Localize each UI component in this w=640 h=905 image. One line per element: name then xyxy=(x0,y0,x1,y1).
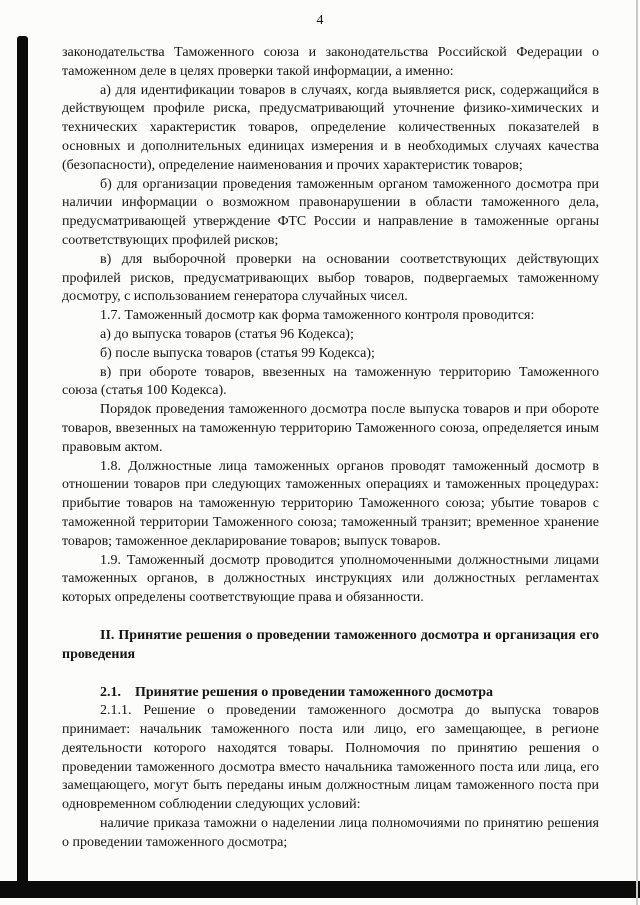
paragraph-1-7-v: в) при обороте товаров, ввезенных на таможенную территорию Таможенного союза (статья 100 Кодекса). xyxy=(62,364,599,399)
paragraph-1-9: 1.9. Таможенный досмотр проводится уполномоченными должностными лицами таможенных органов, в должностных инструкциях или должностных регламентах которых определены соответствующие права и обязанности. xyxy=(62,552,599,606)
paragraph-1-7: 1.7. Таможенный досмотр как форма таможенного контроля проводится: xyxy=(100,308,535,324)
paragraph-order: Порядок проведения таможенного досмотра после выпуска товаров и при обороте товаров, ввезенных на таможенную территорию Таможенного союза, определяется иным правовым актом. xyxy=(62,402,599,455)
paragraph-continuation: законодательства Таможенного союза и законодательства Российской Федерации о таможенном деле в целях проверки такой информации, а именно: xyxy=(62,45,599,79)
scan-artifact-right-edge xyxy=(636,0,638,905)
paragraph-1-7-b: б) после выпуска товаров (статья 99 Кодекса); xyxy=(100,345,375,361)
page-number: 4 xyxy=(316,13,324,28)
paragraph-list-item-a: а) для идентификации товаров в случаях, когда выявляется риск, содержащийся в действующем профиле риска, предусматривающий уточнение физико-химических и технических характеристик товаров, определение количественных показателей в основных и дополнительных единицах измерения и в необходимых случаях качества (безопасности), определение наименования и прочих характеристик товаров; xyxy=(62,82,599,173)
scan-artifact-left-bar xyxy=(17,36,28,897)
scan-artifact-bottom-bar xyxy=(0,881,640,898)
paragraph-1-8: 1.8. Должностные лица таможенных органов проводят таможенный досмотр в отношении товаров при следующих таможенных операциях и таможенных процедурах: прибытие товаров на таможенную территорию Таможенного союза; убытие товаров с таможенной территории Таможенного союза; таможенный транзит; временное хранение товаров; таможенное декларирование товаров; выпуск товаров. xyxy=(62,458,599,549)
document-body xyxy=(62,44,599,853)
paragraph-list-item-b: б) для организации проведения таможенным органом таможенного досмотра при наличии информации о возможном правонарушении в области таможенного дела, предусматривающей утверждение ФТС России и направление в таможенные органы соответствующих профилей рисков; xyxy=(62,176,599,248)
paragraph-1-7-a: а) до выпуска товаров (статья 96 Кодекса); xyxy=(100,326,354,342)
section-heading-2-1: 2.1. Принятие решения о проведении таможенного досмотра xyxy=(100,684,494,700)
paragraph-condition: наличие приказа таможни о наделении лица полномочиями по принятию решения о проведении таможенного досмотра; xyxy=(62,816,599,850)
section-heading-ii: II. Принятие решения о проведении таможенного досмотра и организация его проведения xyxy=(62,627,599,662)
paragraph-2-1-1: 2.1.1. Решение о проведении таможенного досмотра до выпуска товаров принимает: начальник таможенного поста или лицо, его замещающее, в регионе деятельности которого находятся товары. Полномочия по принятию решения о проведении таможенного досмотра вместо начальника таможенного поста или лица, его замещающего, могут быть переданы иным должностным лицам таможенного поста при одновременном соблюдении следующих условий: xyxy=(62,703,599,813)
paragraph-list-item-v: в) для выборочной проверки на основании соответствующих действующих профилей рисков, предусматривающих выбор товаров, подвергаемых таможенному досмотру, с использованием генератора случайных чисел. xyxy=(62,251,599,305)
